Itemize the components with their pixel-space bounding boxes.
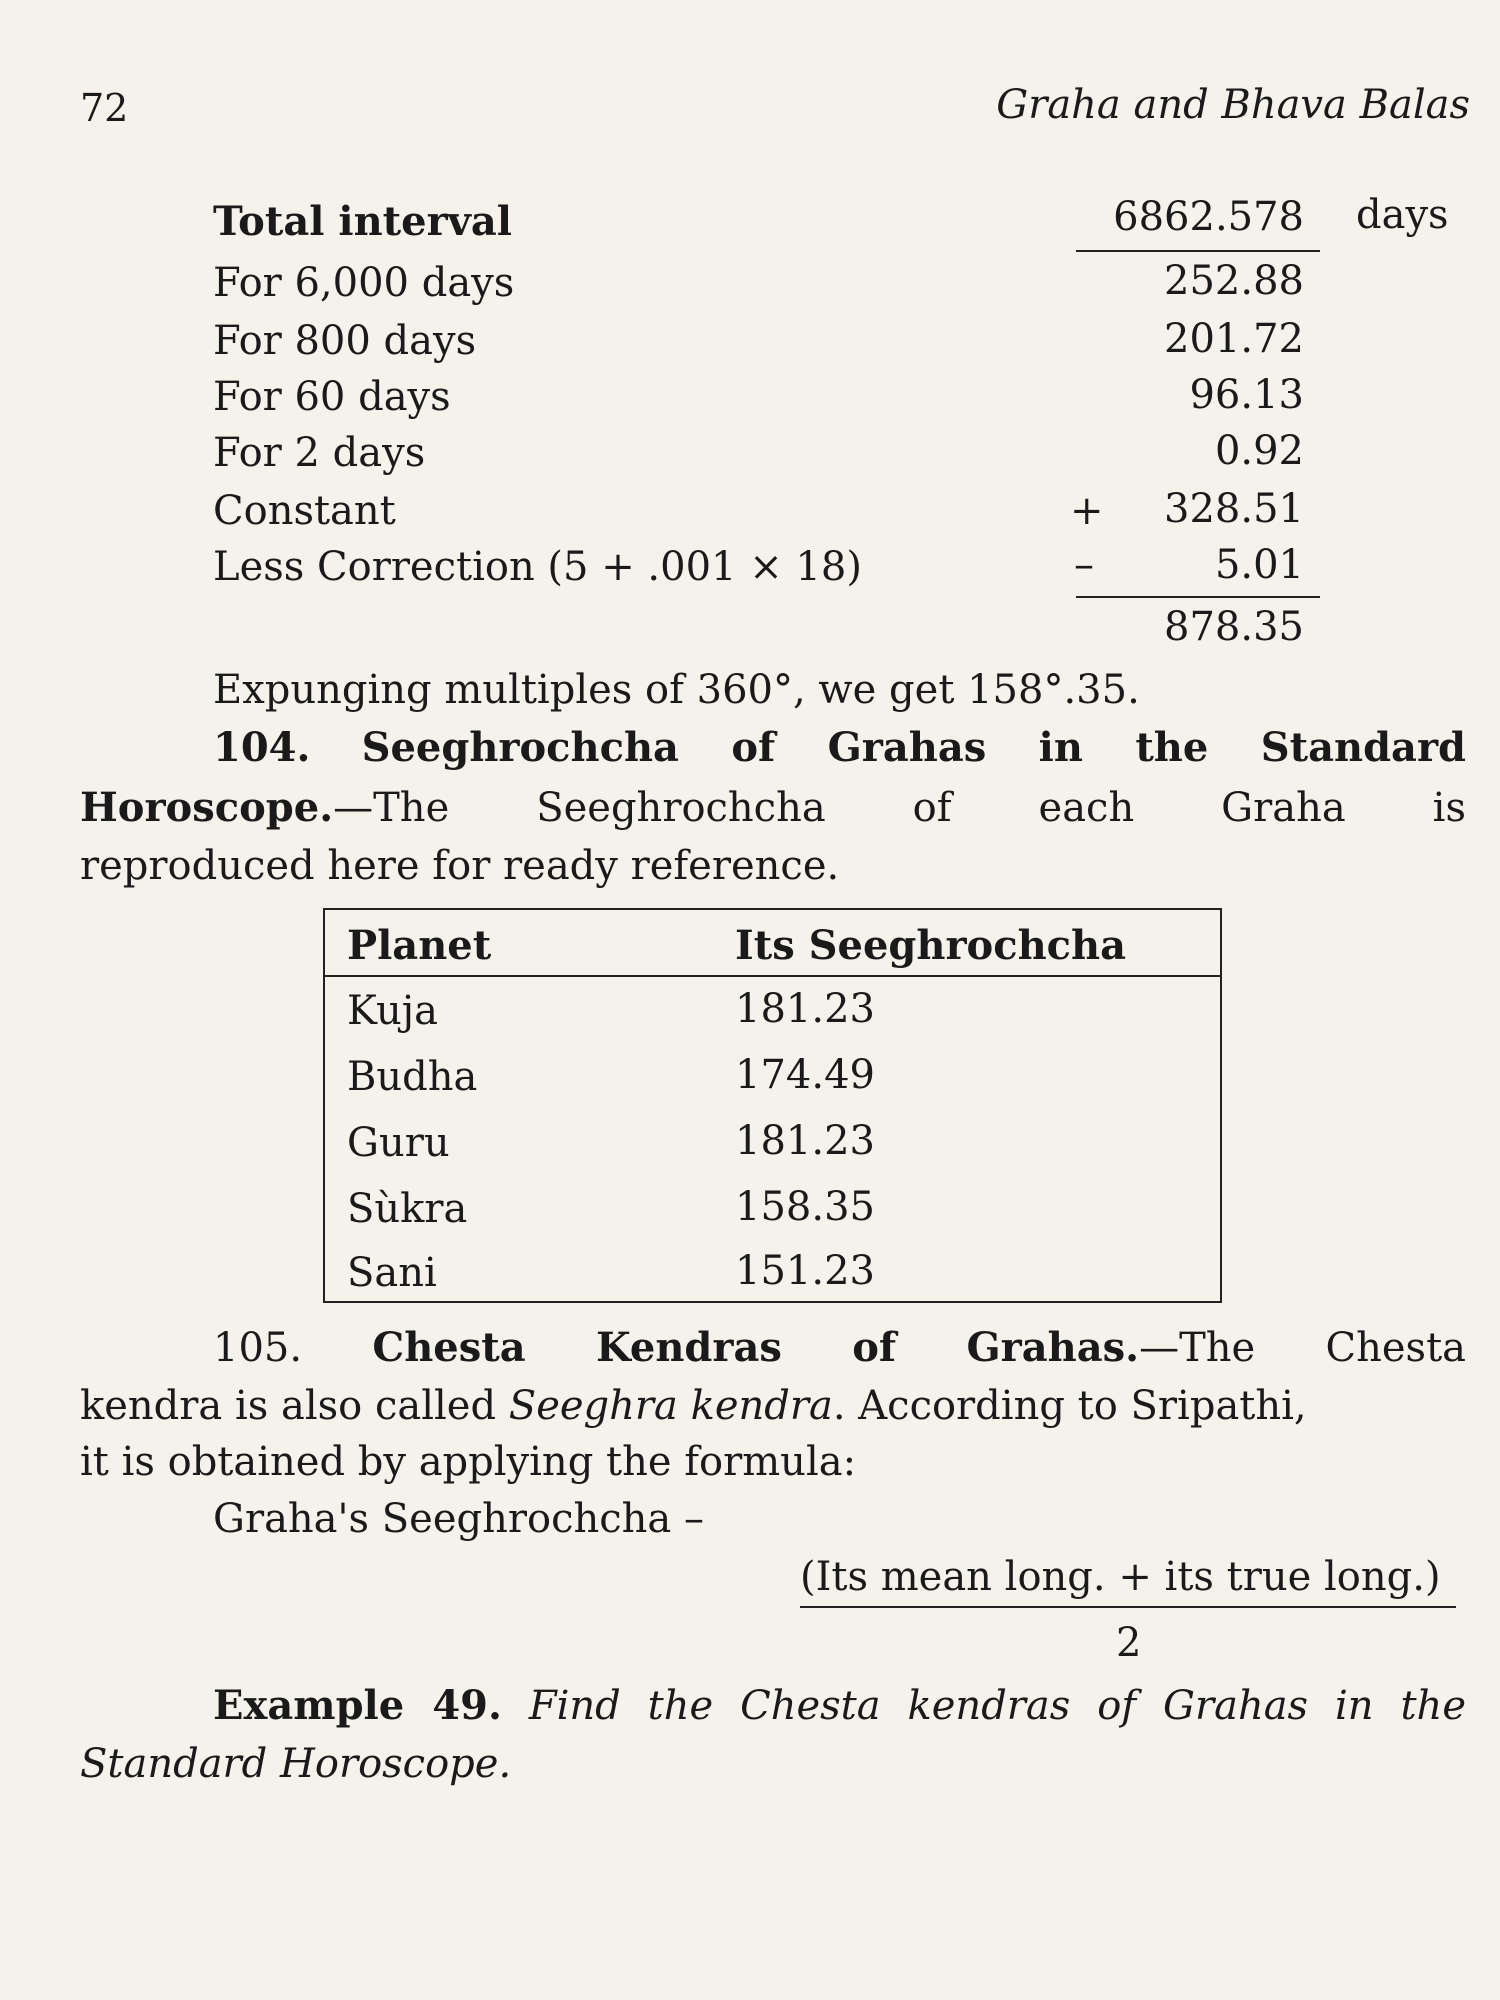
- expunging-text: Expunging multiples of 360°, we get 158°.35.: [213, 667, 1140, 713]
- section-heading-part: of: [852, 1324, 897, 1371]
- planet-cell: Kuja: [347, 988, 439, 1034]
- section-105-heading-line: [80, 1318, 1466, 1378]
- section-105-intro: The Chesta: [1179, 1325, 1466, 1371]
- value-cell: 158.35: [735, 1184, 875, 1230]
- formula-line1: Graha's Seeghrochcha –: [213, 1496, 704, 1542]
- section-number: 104.: [213, 724, 311, 771]
- calc-row-value: 96.13: [1189, 372, 1304, 418]
- calc-row-value: 5.01: [1214, 542, 1304, 588]
- fraction-bar: [800, 1606, 1456, 1608]
- table-header: [325, 910, 1220, 977]
- em-dash: —: [333, 785, 374, 831]
- example-text: Find the Chesta kendras of Grahas in the: [528, 1683, 1466, 1729]
- calc-row-label: Constant: [213, 488, 396, 534]
- calc-row-value: 0.92: [1214, 428, 1304, 474]
- section-105-line2: [80, 1376, 1466, 1436]
- calc-row-label: Less Correction (5 + .001 × 18): [213, 544, 862, 590]
- seeghrochcha-table: [323, 908, 1222, 1303]
- calc-row-label: For 800 days: [213, 318, 477, 364]
- calc-row-label: For 2 days: [213, 430, 426, 476]
- sum-underline: [1076, 596, 1320, 598]
- minus-sign: –: [1074, 542, 1094, 588]
- section-heading-part: Kendras: [596, 1324, 782, 1371]
- page-number: 72: [80, 86, 129, 130]
- calc-row-value: 252.88: [1164, 258, 1304, 304]
- value-cell: 181.23: [735, 986, 875, 1032]
- running-title: Graha and Bhava Balas: [996, 82, 1470, 128]
- section-heading-part: Seeghrochcha of Grahas in the Standard: [361, 724, 1466, 771]
- planet-cell: Sùkra: [347, 1186, 468, 1232]
- example-line2: Standard Horoscope.: [80, 1741, 512, 1787]
- text-run: . According to Sripathi,: [832, 1383, 1307, 1429]
- total-interval-unit: days: [1356, 192, 1449, 238]
- calc-row-value: 201.72: [1164, 316, 1304, 362]
- total-underline: [1076, 250, 1320, 252]
- formula-denominator: 2: [1116, 1620, 1142, 1666]
- value-cell: 181.23: [735, 1118, 875, 1164]
- calc-result: 878.35: [1164, 604, 1304, 650]
- column-header-seeghrochcha: Its Seeghrochcha: [735, 922, 1127, 969]
- value-cell: 151.23: [735, 1248, 875, 1294]
- calc-row-label: For 6,000 days: [213, 260, 515, 306]
- planet-cell: Guru: [347, 1120, 450, 1166]
- section-104-intro: The Seeghrochcha of each Graha is: [373, 785, 1466, 831]
- example-label: Example 49.: [213, 1682, 502, 1729]
- section-heading-part: Grahas.: [966, 1324, 1140, 1371]
- section-104-heading-line: [80, 718, 1466, 778]
- section-heading-part: Chesta: [372, 1324, 526, 1371]
- total-interval-value: 6862.578: [1113, 194, 1304, 240]
- section-number: 105.: [213, 1325, 303, 1371]
- value-cell: 174.49: [735, 1052, 875, 1098]
- example-line1: [80, 1676, 1466, 1736]
- total-interval-label: Total interval: [213, 198, 513, 245]
- planet-cell: Sani: [347, 1250, 437, 1296]
- calc-row-label: For 60 days: [213, 374, 451, 420]
- italic-term: Seeghra kendra: [508, 1383, 833, 1429]
- section-104-line3: reproduced here for ready reference.: [80, 843, 840, 889]
- planet-cell: Budha: [347, 1054, 478, 1100]
- em-dash: —: [1139, 1325, 1180, 1371]
- section-104-line2: [80, 778, 1466, 838]
- text-run: kendra is also called: [80, 1383, 509, 1429]
- formula-numerator: (Its mean long. + its true long.): [800, 1554, 1441, 1600]
- section-heading-part: Horoscope.: [80, 784, 334, 831]
- column-header-planet: Planet: [347, 922, 492, 969]
- section-105-line3: it is obtained by applying the formula:: [80, 1439, 857, 1485]
- plus-sign: +: [1070, 488, 1104, 534]
- calc-row-value: 328.51: [1164, 486, 1304, 532]
